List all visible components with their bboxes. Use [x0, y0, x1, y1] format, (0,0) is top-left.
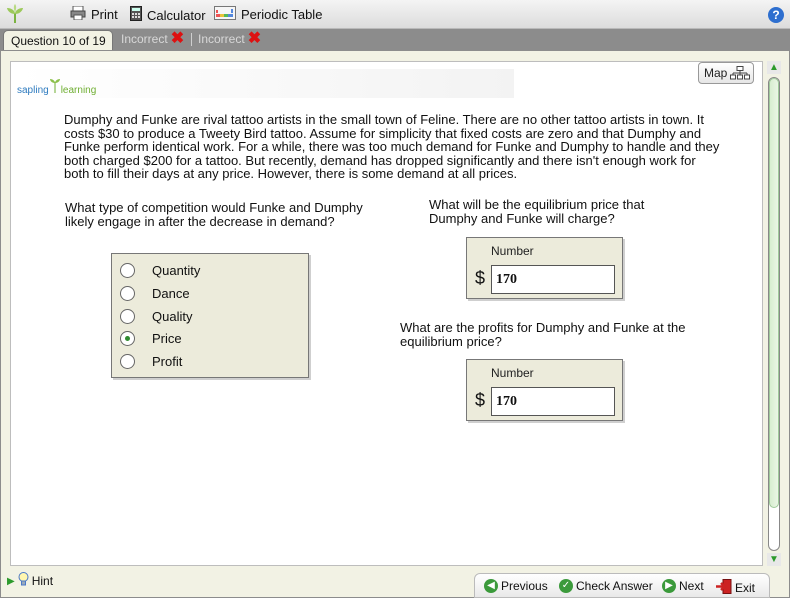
tab-question-number[interactable]: Question 10 of 19 [3, 30, 113, 50]
exit-door-icon [716, 579, 732, 597]
competition-type-options [111, 253, 309, 378]
previous-button[interactable] [484, 579, 548, 593]
calculator-icon [130, 6, 142, 24]
map-label: Map [704, 66, 728, 80]
printer-icon [70, 6, 86, 23]
arrow-left-icon: ◀ [484, 579, 498, 593]
attempt-status-1 [121, 32, 184, 46]
radio-button-selected[interactable] [120, 331, 135, 346]
attempt-status-label: Incorrect [121, 32, 168, 46]
vertical-scrollbar[interactable] [767, 61, 781, 566]
check-answer-label: Check Answer [576, 579, 653, 593]
profits-box [466, 359, 623, 421]
exit-button[interactable] [716, 579, 755, 597]
scroll-up-icon[interactable]: ▲ [767, 61, 781, 74]
radio-button[interactable] [120, 354, 135, 369]
scroll-track[interactable] [768, 77, 780, 551]
calculator-button[interactable] [130, 6, 206, 24]
hint-label: Hint [31, 574, 54, 588]
radio-button[interactable] [120, 263, 135, 278]
currency-symbol: $ [475, 390, 486, 410]
attempt-status-label: Incorrect [198, 32, 245, 46]
attempt-status-2 [198, 32, 261, 46]
logo-leaf-icon [50, 75, 60, 96]
next-label: Next [679, 579, 704, 593]
logo-part1: sapling [17, 85, 49, 96]
tab-bar [0, 29, 790, 50]
periodic-table-icon [214, 6, 236, 23]
number-label: Number [491, 366, 534, 380]
option-label: Profit [152, 353, 183, 369]
question-frame [0, 50, 790, 598]
check-answer-button[interactable] [559, 579, 653, 593]
print-button[interactable] [70, 6, 118, 23]
play-triangle-icon: ▶ [7, 575, 15, 587]
profits-input[interactable]: 170 [491, 387, 615, 416]
equilibrium-price-box [466, 237, 623, 299]
radio-button[interactable] [120, 286, 135, 301]
help-icon[interactable]: ? [768, 7, 784, 23]
option-price[interactable] [120, 327, 300, 349]
incorrect-x-icon: ✖ [247, 30, 262, 47]
incorrect-x-icon: ✖ [170, 30, 185, 47]
part1-prompt: What type of competition would Funke and Dumphy likely engage in after the decrease in demand? [65, 200, 363, 229]
hint-button[interactable] [7, 572, 53, 590]
scroll-down-icon[interactable]: ▼ [767, 553, 781, 566]
next-button[interactable] [662, 579, 704, 593]
part3-prompt: What are the profits for Dumphy and Funke at the equilibrium price? [400, 320, 686, 349]
radio-button[interactable] [120, 309, 135, 324]
tab-divider [191, 33, 192, 46]
option-profit[interactable] [120, 350, 300, 372]
currency-symbol: $ [475, 268, 486, 288]
scroll-thumb[interactable] [769, 78, 779, 508]
bottom-navigation [474, 573, 770, 598]
option-label: Price [152, 330, 182, 346]
periodic-table-button[interactable] [214, 6, 322, 23]
lightbulb-icon [18, 572, 29, 590]
sitemap-icon [730, 66, 750, 83]
checkmark-icon: ✓ [559, 579, 573, 593]
option-quality[interactable] [120, 305, 300, 327]
part2-prompt: What will be the equilibrium price that Dumphy and Funke will charge? [429, 197, 645, 226]
option-label: Quality [152, 308, 193, 324]
periodic-table-label: Periodic Table [241, 7, 323, 22]
exit-label: Exit [735, 581, 756, 595]
option-label: Quantity [152, 262, 201, 278]
question-text: Dumphy and Funke are rival tattoo artists in the small town of Feline. There are no other tattoo artists in town. It costs $30 to produce a Tweety Bird tattoo. Assume for simplicity that fixed costs are zero and that Dumphy and Funke perform identical work. For a while, there was too much demand for Funke and Dumphy to handle and they both charged $200 for a tattoo. But recently, demand has dropped significantly and there isn't enough work for both to fill their days at any price. However, there is some demand at all prices. [64, 112, 720, 181]
option-dance[interactable] [120, 282, 300, 304]
equilibrium-price-input[interactable]: 170 [491, 265, 615, 294]
sapling-learning-logo [17, 75, 96, 96]
number-label: Number [491, 244, 534, 258]
arrow-right-icon: ▶ [662, 579, 676, 593]
print-label: Print [91, 7, 118, 22]
previous-label: Previous [501, 579, 548, 593]
option-quantity[interactable] [120, 259, 300, 281]
map-button[interactable] [698, 62, 754, 84]
logo-part2: learning [60, 85, 97, 96]
sapling-leaf-icon [4, 3, 26, 30]
calculator-label: Calculator [147, 7, 206, 23]
top-toolbar [0, 0, 790, 29]
option-label: Dance [152, 285, 190, 301]
